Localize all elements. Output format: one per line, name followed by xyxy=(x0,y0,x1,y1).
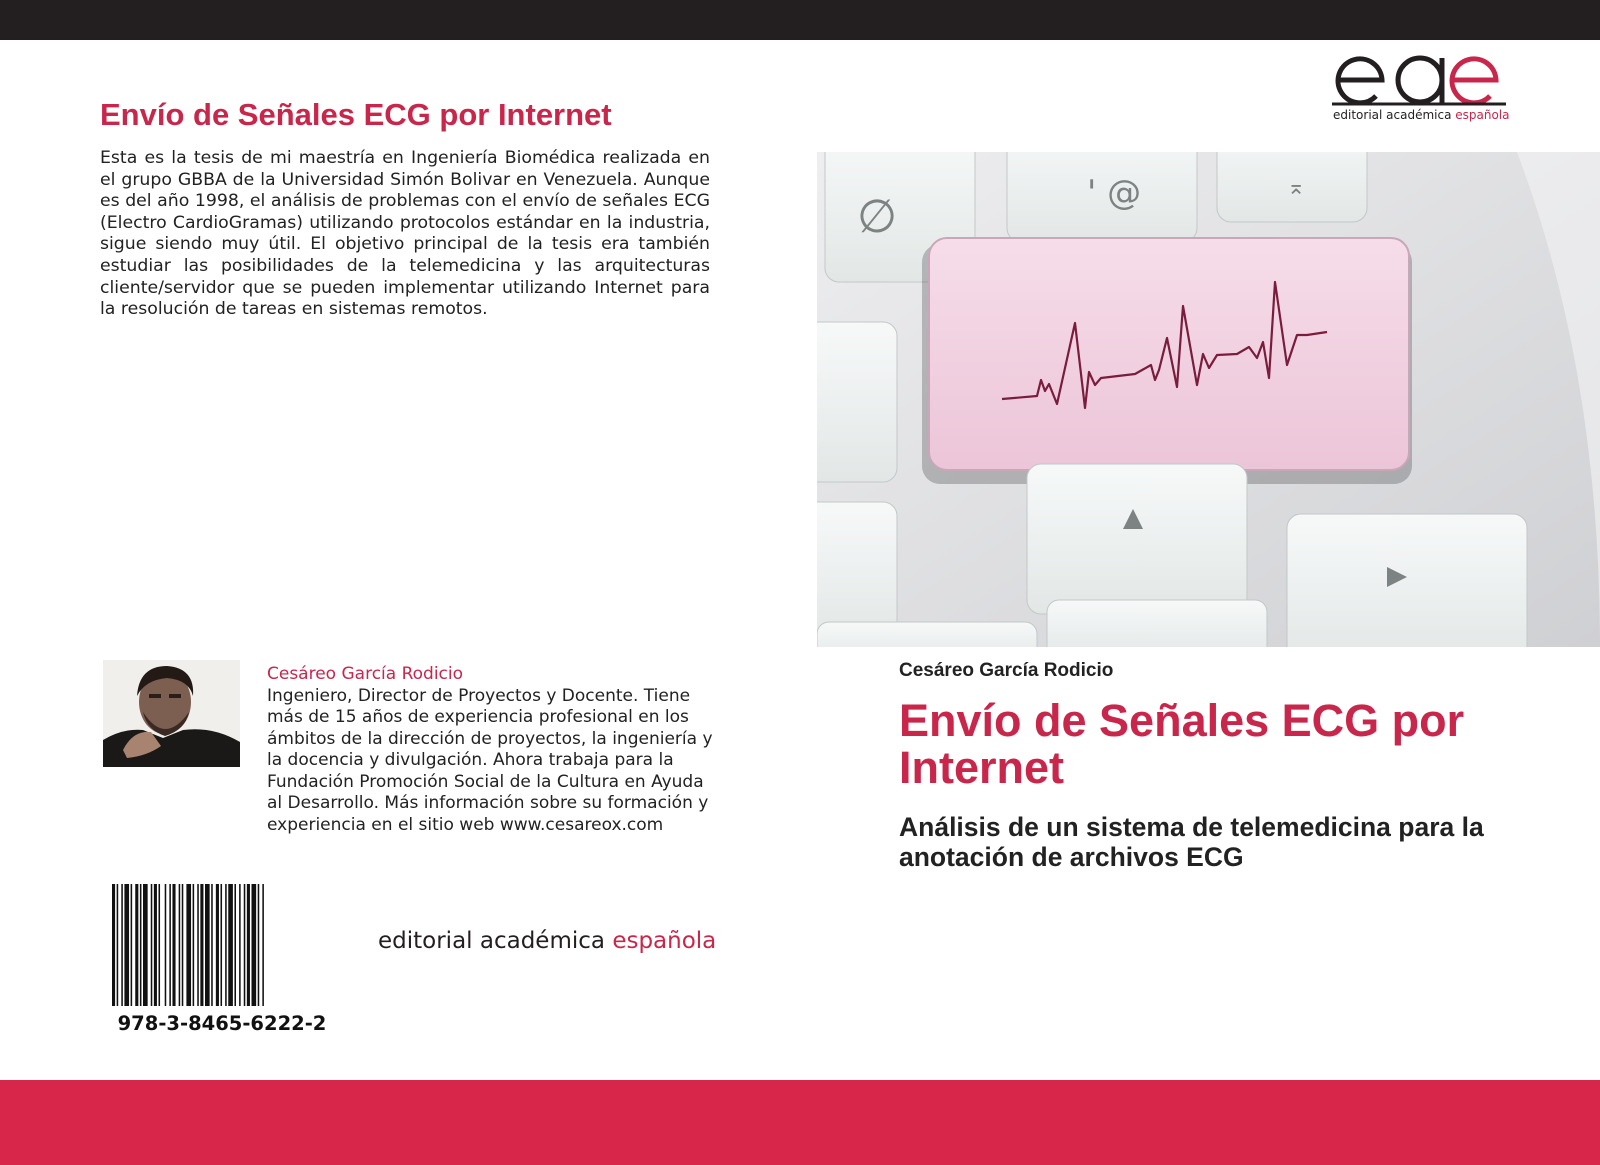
barcode-bar xyxy=(143,884,148,1006)
barcode-bar xyxy=(182,884,184,1006)
svg-text:⌅: ⌅ xyxy=(1287,175,1306,200)
barcode-bar xyxy=(234,884,236,1006)
front-author-name: Cesáreo García Rodicio xyxy=(899,660,1114,681)
barcode-bar xyxy=(197,884,199,1006)
barcode-bar xyxy=(252,884,257,1006)
barcode xyxy=(108,884,336,1006)
barcode-bar xyxy=(165,884,167,1006)
front-title: Envío de Señales ECG por Internet xyxy=(899,695,1465,793)
barcode-bar xyxy=(186,884,191,1006)
barcode-bar xyxy=(211,884,213,1006)
publisher-name xyxy=(378,928,716,954)
barcode-bar xyxy=(225,884,227,1006)
barcode-bar xyxy=(121,884,123,1006)
author-bio: Ingeniero, Director de Proyectos y Docente. Tiene más de 15 años de experiencia profesional en los ámbitos de la dirección de proyectos, la ingeniería y la docencia y divulgación. Ahora trabaja para la Fundación Promoción Social de la Cultura en Ayuda al Desarrollo. Más información sobre su formación y experiencia en el sitio web www.cesareox.com xyxy=(267,685,713,835)
logo-caption-main: editorial académica xyxy=(1333,108,1456,122)
barcode-bar xyxy=(216,884,219,1006)
barcode-bar xyxy=(159,884,161,1006)
barcode-bar xyxy=(258,884,260,1006)
barcode-bar xyxy=(200,884,203,1006)
svg-text:∅: ∅ xyxy=(857,189,898,243)
barcode-bar xyxy=(124,884,129,1006)
barcode-bar xyxy=(228,884,233,1006)
barcode-bar xyxy=(205,884,210,1006)
author-info xyxy=(267,664,717,836)
barcode-bar xyxy=(140,884,142,1006)
svg-text:' @: ' @ xyxy=(1087,173,1142,213)
barcode-bar xyxy=(131,884,133,1006)
back-cover-blurb: Esta es la tesis de mi maestría en Ingeniería Biomédica realizada en el grupo GBBA de la Universidad Simón Bolivar en Venezuela. Aunque es del año 1998, el análisis de problemas con el envío de señales ECG (Electro CardioGramas) utilizando protocolos estándar en la industria, sigue siendo muy útil. El objetivo principal de la tesis era también estudiar las posibilidades de la telemedicina y las arquitecturas cliente/servidor que se pueden implementar utilizando Internet para la resolución de tareas en sistemas remotos. xyxy=(100,148,710,320)
back-author-name: Cesáreo García Rodicio xyxy=(267,664,464,684)
logo-caption-accent: española xyxy=(1455,108,1510,122)
barcode-bar xyxy=(244,884,246,1006)
barcode-bar xyxy=(239,884,241,1006)
publisher-name-accent: española xyxy=(612,928,717,954)
back-cover-title: Envío de Señales ECG por Internet xyxy=(100,97,612,132)
barcode-bar xyxy=(135,884,138,1006)
bottom-band xyxy=(0,1080,1600,1165)
barcode-bar xyxy=(247,884,250,1006)
logo-caption xyxy=(1333,108,1510,122)
barcode-bar xyxy=(151,884,153,1006)
barcode-bar xyxy=(112,884,115,1006)
barcode-bar xyxy=(193,884,195,1006)
top-bar xyxy=(0,0,1600,40)
barcode-bar xyxy=(179,884,181,1006)
author-photo xyxy=(103,660,240,767)
publisher-name-main: editorial académica xyxy=(378,928,613,954)
cover-image xyxy=(817,152,1600,647)
barcode-bar xyxy=(221,884,223,1006)
barcode-bar xyxy=(169,884,171,1006)
front-subtitle: Análisis de un sistema de telemedicina para la anotación de archivos ECG xyxy=(899,812,1484,872)
barcode-bar xyxy=(172,884,175,1006)
isbn-number: 978-3-8465-6222-2 xyxy=(117,1012,327,1035)
barcode-bar xyxy=(117,884,119,1006)
barcode-bar xyxy=(154,884,157,1006)
barcode-bar xyxy=(262,884,264,1006)
